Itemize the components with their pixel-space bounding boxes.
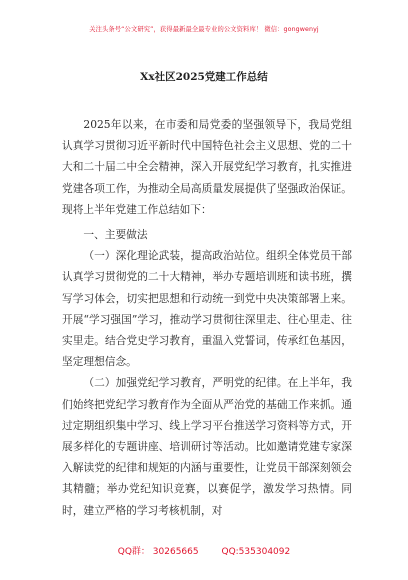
section-heading: 一、主要做法 [83,228,148,242]
qq-group: QQ群： 30265665 [117,547,199,557]
paragraph-discipline: （二）加强党纪学习教育，严明党的纪律。在上半年，我们始终把党纪学习教育作为全面从严治党的基础工作来抓。通过定期组织集中学习、线上学习平台推送学习资料等方式，开展多样化的专题讲座、培训研讨等活动。比如邀请党建专家深入解读党的纪律和规矩的内涵与重要性，让党员干部深刻领会其精髓；举办党纪知识竞赛，以赛促学，激发学习热情。同时，建立严格的学习考核机制，对 [62,376,352,517]
top-banner: 关注头条号“公文研究”，获得最新最全最专业的公文资料库！ 微信：gongwenyj [89,26,319,33]
document-body [62,114,352,521]
paragraph-theory: （一）深化理论武装，提高政治站位。组织全体党员干部认真学习贯彻党的二十大精神，举办专题培训班和读书班，撰写学习体会，切实把思想和行动统一到党中央决策部署上来。开展“学习强国”学习，推动学习贯彻往深里走、往心里走、往实里走。结合党史学习教育，重温入党誓词，传承红色基因，坚定理想信念。 [62,249,352,369]
document-title: Xx社区2025党建工作总结 [140,71,268,83]
footer-contact [0,544,408,557]
qq-number: QQ:535304092 [221,547,291,557]
intro-paragraph: 2025年以来，在市委和局党委的坚强领导下，我局党组认真学习贯彻习近平新时代中国特色社会主义思想、党的二十大和二十届二中全会精神，深入开展党纪学习教育，扎实推进党建各项工作，为推动全局高质量发展提供了坚强政治保证。现将上半年党建工作总结如下： [62,118,352,216]
